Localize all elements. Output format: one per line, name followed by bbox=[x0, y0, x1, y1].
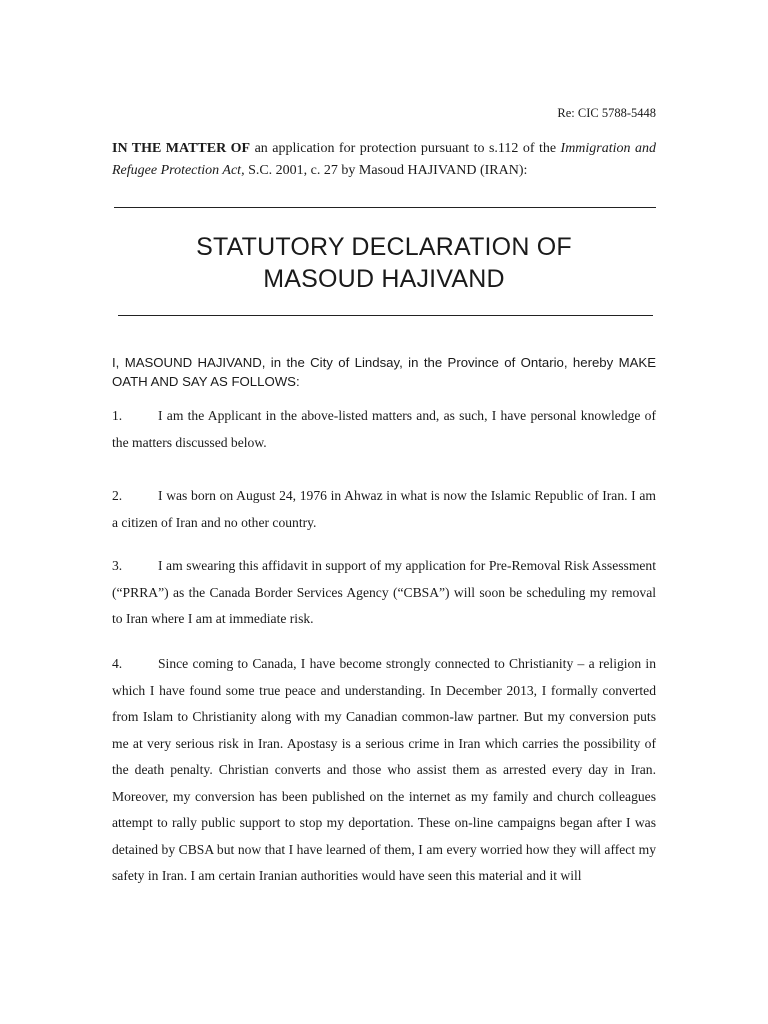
top-divider bbox=[114, 207, 656, 208]
paragraph-number: 2. bbox=[112, 488, 123, 503]
matter-text-before-act: an application for protection pursuant to s.112 of the bbox=[250, 141, 561, 156]
declarant-intro: I, MASOUND HAJIVAND, in the City of Lindsay, in the Province of Ontario, hereby MAKE OATH AND SAY AS FOLLOWS: bbox=[112, 355, 656, 389]
reference-number: Re: CIC 5788-5448 bbox=[557, 106, 656, 120]
paragraph-2 bbox=[112, 483, 656, 536]
matter-heading bbox=[112, 138, 656, 182]
matter-lead: IN THE MATTER OF bbox=[112, 141, 251, 156]
paragraph-1 bbox=[112, 403, 656, 456]
bottom-divider bbox=[118, 315, 653, 316]
paragraph-text: I was born on August 24, 1976 in Ahwaz in what is now the Islamic Republic of Iran. I am a citizen of Iran and no other country. bbox=[112, 488, 656, 530]
paragraph-number: 4. bbox=[112, 656, 123, 671]
paragraph-text: Since coming to Canada, I have become strongly connected to Christianity – a religion in which I have found some true peace and understanding. In December 2013, I formally converted from Islam to Christianity along with my Canadian common-law partner. But my conversion puts me at very serious risk in Iran. Apostasy is a serious crime in Iran which carries the possibility of the death penalty. Christian converts and those who assist them as arrested every day in Iran. Moreover, my conversion has been published on the internet as my family and church colleagues attempt to rally public support to stop my deportation. These on-line campaigns began after I was detained by CBSA but now that I have learned of them, I am every worried how they will affect my safety in Iran. I am certain Iranian authorities would have seen this material and it will bbox=[112, 656, 656, 883]
title-line-1: STATUTORY DECLARATION OF bbox=[196, 233, 572, 261]
act-name: Immigration and Refugee Protection Act bbox=[112, 141, 656, 178]
paragraph-3 bbox=[112, 553, 656, 633]
document-title bbox=[112, 231, 656, 295]
paragraph-number: 1. bbox=[112, 408, 123, 423]
matter-text-after-act: , S.C. 2001, c. 27 by Masoud HAJIVAND (IRAN): bbox=[241, 163, 528, 178]
paragraph-text: I am the Applicant in the above-listed matters and, as such, I have personal knowledge of the matters discussed below. bbox=[112, 408, 656, 450]
paragraph-4 bbox=[112, 651, 656, 890]
title-line-2: MASOUD HAJIVAND bbox=[263, 265, 505, 293]
paragraph-text: I am swearing this affidavit in support of my application for Pre-Removal Risk Assessment (“PRRA”) as the Canada Border Services Agency (“CBSA”) will soon be scheduling my removal to Iran where I am at immediate risk. bbox=[112, 558, 656, 626]
paragraph-number: 3. bbox=[112, 558, 123, 573]
